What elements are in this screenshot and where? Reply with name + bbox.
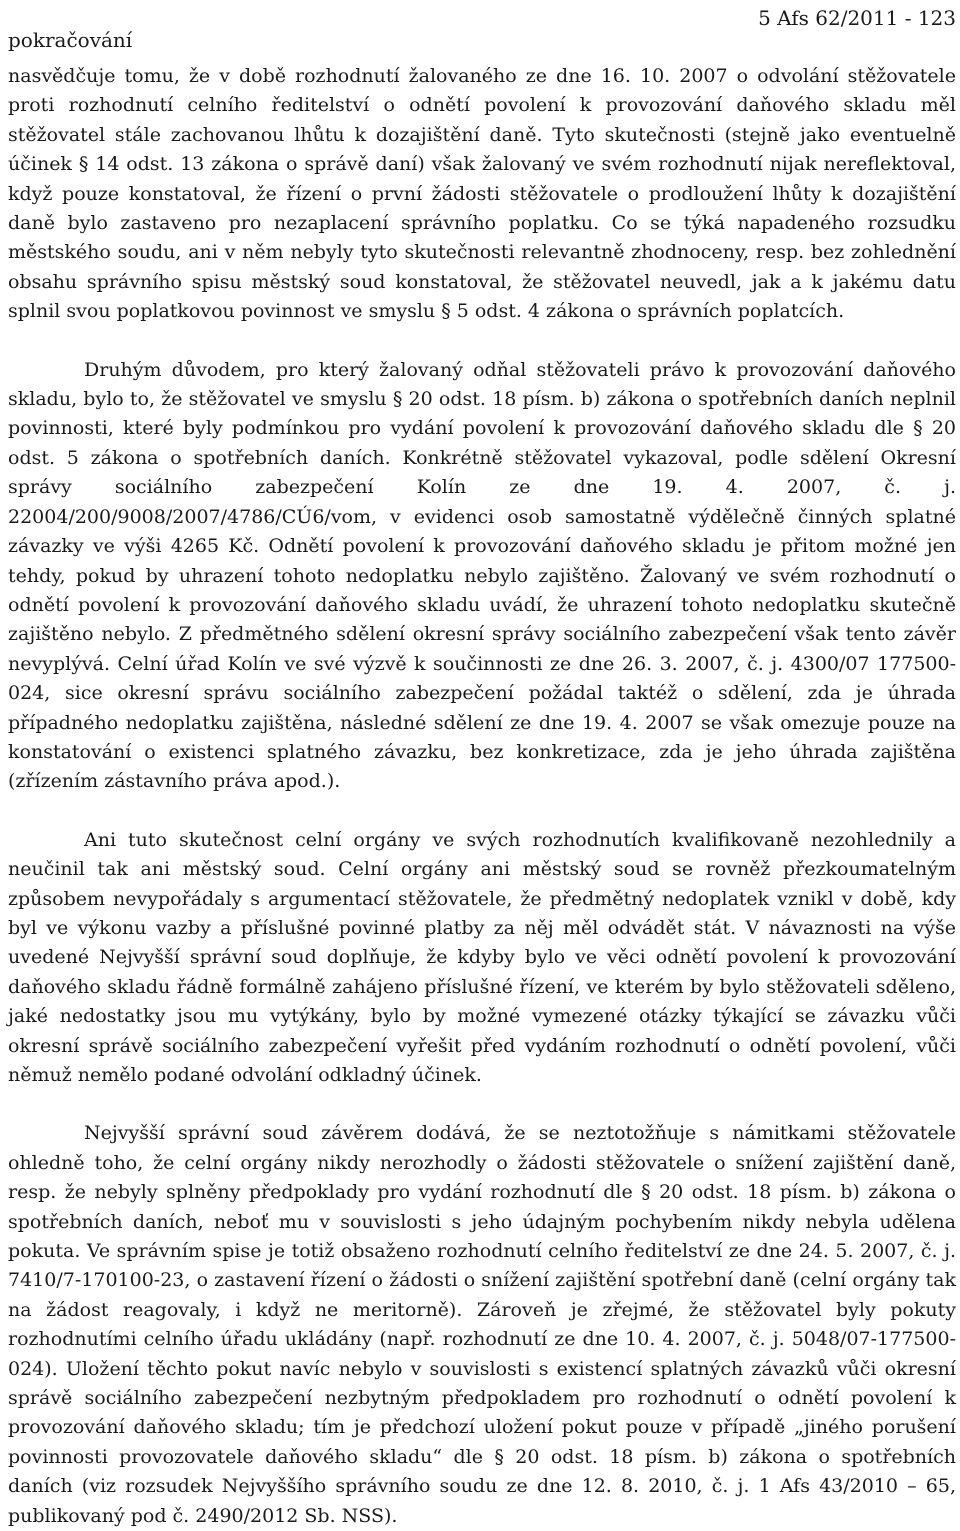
paragraph-continued: nasvědčuje tomu, že v době rozhodnutí žalovaného ze dne 16. 10. 2007 o odvolání stěžovatele proti rozhodnutí celního ředitelství o odnětí povolení k provozování daňového skladu měl stěžovatel stále zachovanou lhůtu k dozajištění daně. Tyto skutečnosti (stejně jako eventuelně účinek § 14 odst. 13 zákona o správě daní) však žalovaný ve svém rozhodnutí nijak nereflektoval, když pouze konstatoval, že řízení o první žádosti stěžovatele o prodloužení lhůty k dozajištění daně bylo zastaveno pro nezaplacení správního poplatku. Co se týká napadeného rozsudku městského soudu, ani v něm nebyly tyto skutečnosti relevantně zhodnoceny, resp. bez zohlednění obsahu správního spisu městský soud konstatoval, že stěžovatel neuvedl, jak a k jakému datu splnil svou poplatkovou povinnost ve smyslu § 5 odst. 4 zákona o správních poplatcích. — [8, 65, 956, 323]
page-header — [8, 6, 956, 62]
paragraph-customs-authorities: Ani tuto skutečnost celní orgány ve svých rozhodnutích kvalifikovaně nezohlednily a neučinil tak ani městský soud. Celní orgány ani městský soud se rovněž přezkoumatelným způsobem nevypořádaly s argumentací stěžovatele, že předmětný nedoplatek vznikl v době, kdy byl ve výkonu vazby a příslušné povinné platby za něj měl odvádět stát. V návaznosti na výše uvedené Nejvyšší správní soud doplňuje, že kdyby bylo ve věci odnětí povolení k provozování daňového skladu řádně formálně zahájeno příslušné řízení, ve kterém by bylo stěžovateli sděleno, jaké nedostatky jsou mu vytýkány, bylo by možné vymezené otázky týkající se závazku vůči okresní správě sociálního zabezpečení vyřešit před vydáním rozhodnutí o odnětí povolení, vůči němuž nemělo podané odvolání odkladný účinek. — [8, 828, 956, 1086]
continuation-label: pokračování — [8, 28, 133, 52]
paragraph-second-reason: Druhým důvodem, pro který žalovaný odňal stěžovateli právo k provozování daňového skladu, bylo to, že stěžovatel ve smyslu § 20 odst. 18 písm. b) zákona o spotřebních daních neplnil povinnosti, které byly podmínkou pro vydání povolení k provozování daňového skladu dle § 20 odst. 5 zákona o spotřebních daních. Konkrétně stěžovatel vykazoval, podle sdělení Okresní správy sociálního zabezpečení Kolín ze dne 19. 4. 2007, č. j. 22004/200/9008/2007/4786/CÚ6/vom, v evidenci osob samostatně výdělečně činných splatné závazky ve výši 4265 Kč. Odnětí povolení k provozování daňového skladu je přitom možné jen tehdy, pokud by uhrazení tohoto nedoplatku nebylo zajištěno. Žalovaný ve svém rozhodnutí o odnětí povolení k provozování daňového skladu uvádí, že uhrazení tohoto nedoplatku skutečně zajištěno nebylo. Z předmětného sdělení okresní správy sociálního zabezpečení však tento závěr nevyplývá. Celní úřad Kolín ve své výzvě k součinnosti ze dne 26. 3. 2007, č. j. 4300/07 177500-024, sice okresní správu sociálního zabezpečení požádal taktéž o sdělení, zda je úhrada případného nedoplatku zajištěna, následné sdělení ze dne 19. 4. 2007 se však omezuje pouze na konstatování o existenci splatného závazku, bez konkretizace, zda je jeho úhrada zajištěna (zřízením zástavního práva apod.). — [8, 358, 956, 793]
paragraph-conclusion: Nejvyšší správní soud závěrem dodává, že se neztotožňuje s námitkami stěžovatele ohledně toho, že celní orgány nikdy nerozhodly o žádosti stěžovatele o snížení zajištění daně, resp. že nebyly splněny předpoklady pro vydání rozhodnutí dle § 20 odst. 18 písm. b) zákona o spotřebních daních, neboť mu v souvislosti s jeho údajným pochybením nikdy nebyla udělena pokuta. Ve správním spise je totiž obsaženo rozhodnutí celního ředitelství ze dne 24. 5. 2007, č. j. 7410/7-170100-23, o zastavení řízení o žádosti o snížení zajištění spotřební daně (celní orgány tak na žádost reagovaly, i když ne meritorně). Zároveň je zřejmé, že stěžovatel byly pokuty rozhodnutími celního úřadu ukládány (např. rozhodnutí ze dne 10. 4. 2007, č. j. 5048/07-177500-024). Uložení těchto pokut navíc nebylo v souvislosti s existencí splatných závazků vůči okresní správě sociálního zabezpečení nezbytným předpokladem pro rozhodnutí o odnětí povolení k provozování daňového skladu; tím je předchozí uložení pokut pouze v případě „jiného porušení povinnosti provozovatele daňového skladu“ dle § 20 odst. 18 písm. b) zákona o spotřebních daních (viz rozsudek Nejvyššího správního soudu ze dne 12. 8. 2010, č. j. 1 Afs 43/2010 – 65, publikovaný pod č. 2490/2012 Sb. NSS). — [8, 1122, 956, 1527]
document-page — [8, 6, 956, 1531]
case-number: 5 Afs 62/2011 - 123 — [758, 6, 956, 30]
